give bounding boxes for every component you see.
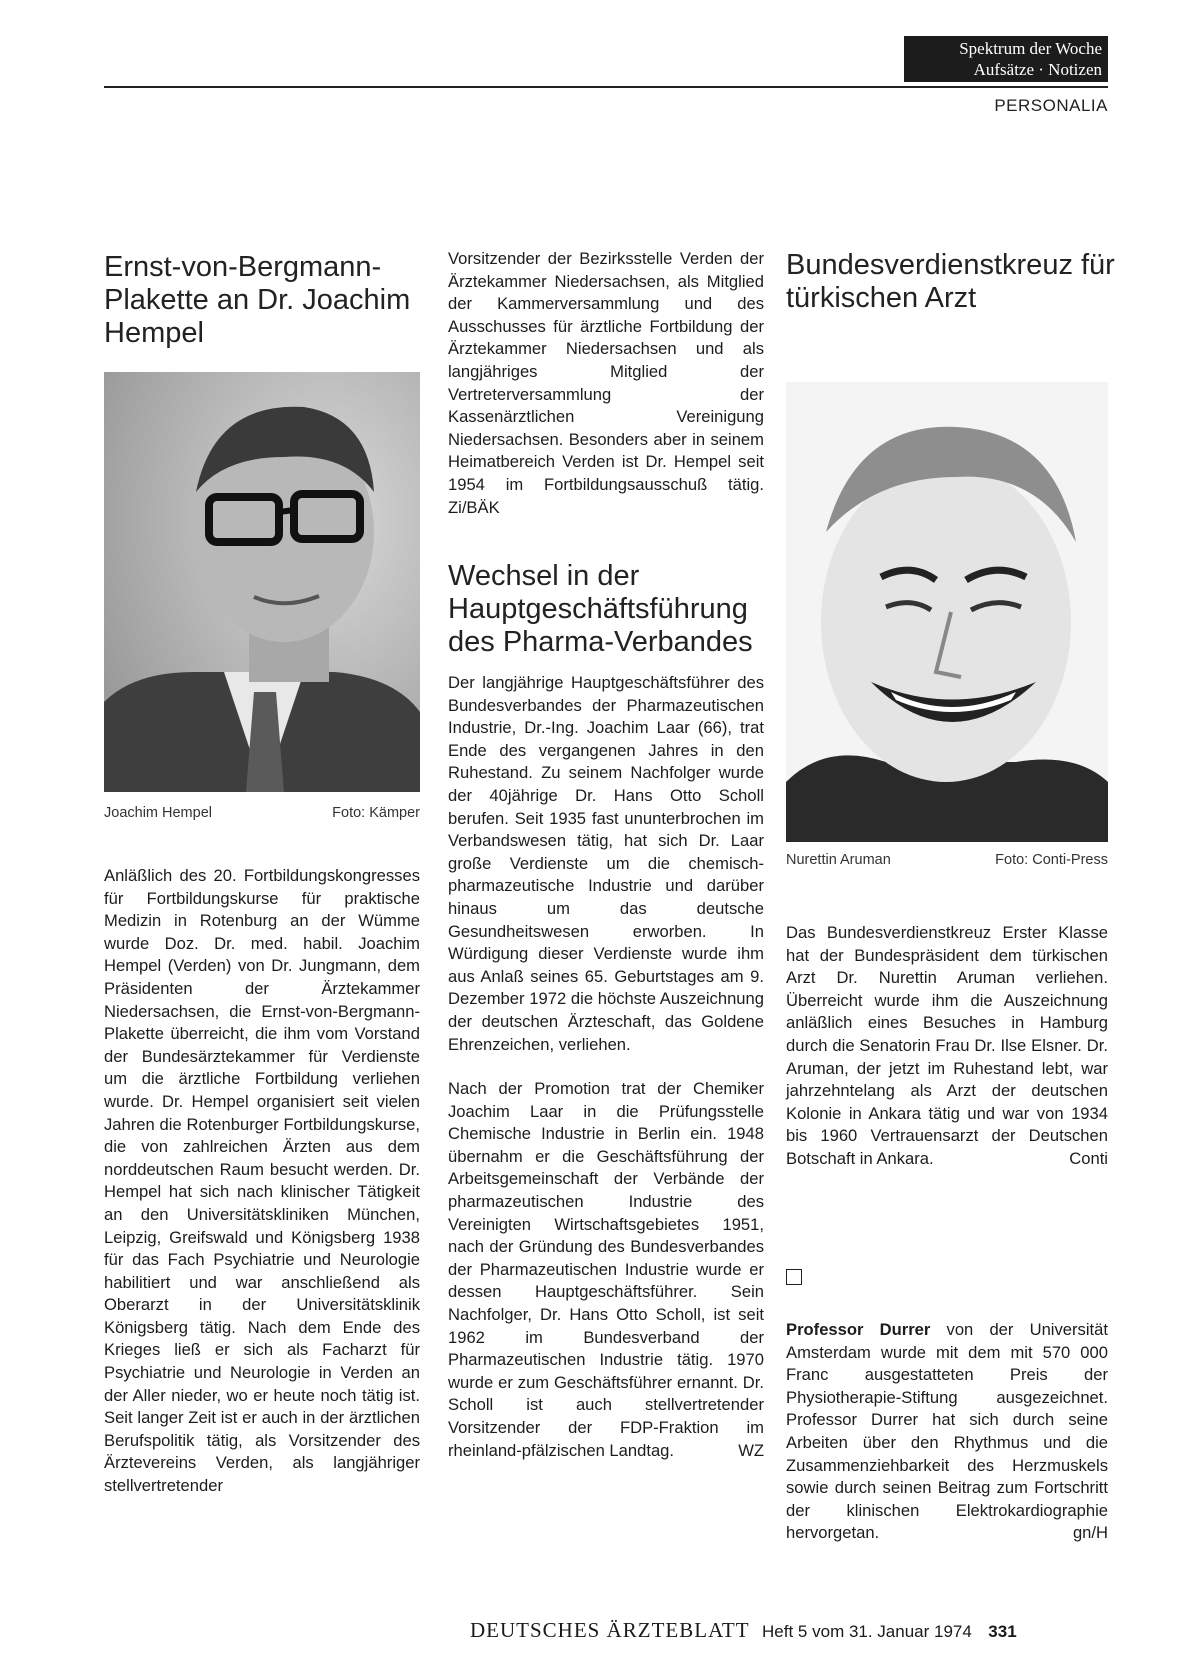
caption-name: Nurettin Aruman [786, 852, 891, 868]
hempel-caption [104, 805, 420, 821]
caption-credit: Foto: Conti-Press [995, 852, 1108, 868]
article4-lead-name: Professor Durrer [786, 1320, 931, 1339]
article3-title: Bundesverdienstkreuz für türkischen Arzt [786, 249, 1115, 314]
article1-body: Anläßlich des 20. Fortbildungskongresses für Fortbildungskurse für praktische Medizin in Rotenburg an der Wümme wurde Doz. Dr. med. habil. Joachim Hempel (Verden) von Dr. Jungmann, dem Präsidenten der Ärztekammer Niedersachsen, die Ernst-von-Bergmann-Plakette überreicht, die ihm vom Vorstand der Bundesärztekammer für Verdienste um die ärztliche Fortbildung verliehen wurde. Dr. Hempel organisiert seit vielen Jahren die Rotenburger Fortbildungskurse, die von zahlreichen Ärzten aus dem norddeutschen Raum besucht werden. Dr. Hempel hat sich nach klinischer Tätigkeit an den Universitätskliniken München, Leipzig, Greifswald und Königsberg 1938 für das Fach Psychiatrie und Neurologie habilitiert und war anschließend als Oberarzt in der Universitätsklinik Königsberg tätig. Nach dem Ende des Krieges ließ er sich als Facharzt für Psychiatrie und Neurologie in Verden an der Aller nieder, wo er heute noch tätig ist. Seit langer Zeit ist er auch in der ärztlichen Berufspolitik tätig, als Vorsitzender des Ärztevereins Verden, als langjähriger stellvertretender [104, 866, 420, 1496]
article4-text [786, 1319, 1108, 1545]
article2-title: Wechsel in der Hauptgeschäftsführung des Pharma-Verbandes [448, 560, 753, 658]
caption-name: Joachim Hempel [104, 805, 212, 821]
article1-title: Ernst-von-Bergmann-Plakette an Dr. Joachim Hempel [104, 251, 411, 349]
article2-para1: Der langjährige Hauptgeschäftsführer des Bundesverbandes der Pharmazeutischen Industrie, Dr.-Ing. Joachim Laar (66), trat Ende des vergangenen Jahres in den Ruhestand. Zu seinem Nachfolger wurde der 40jährige Dr. Hans Otto Scholl berufen. Seit 1935 fast ununterbrochen im Verbandswesen tätig, hat sich Dr. Laar große Verdienste um die chemisch-pharmazeutische Industrie und darüber hinaus um das deutsche Gesundheitswesen erworben. In Würdigung dieser Verdienste wurde ihm aus Anlaß seines 65. Geburtstages am 9. Dezember 1972 die höchste Auszeichnung der deutschen Ärzteschaft, das Goldene Ehrenzeichen, verliehen. [448, 673, 764, 1054]
section-label: PERSONALIA [994, 96, 1108, 115]
aruman-photo [786, 382, 1108, 842]
issue-info: Heft 5 vom 31. Januar 1974 [762, 1622, 972, 1641]
end-of-article-square-icon [786, 1269, 802, 1285]
badge-line-1: Spektrum der Woche [959, 39, 1102, 58]
badge-line-2: Aufsätze · Notizen [973, 60, 1102, 79]
section-badge [904, 36, 1108, 82]
article4-body-text: von der Universität Amsterdam wurde mit dem mit 570 000 Franc ausgestatteten Preis der Physiotherapie-Stiftung ausgezeichnet. Professor Durrer hat sich durch seine Arbeiten über den Rhythmus und die Zusammenziehbarkeit des Herzmuskels sowie durch seinen Beitrag zum Fortschritt der klinischen Elektrokardiographie hervorgetan. [786, 1320, 1108, 1543]
article3-body [786, 922, 1108, 1171]
header-rule [104, 86, 1108, 88]
page-number: 331 [988, 1622, 1017, 1641]
article4-body [786, 1319, 1108, 1545]
article1-continued [448, 248, 764, 519]
caption-credit: Foto: Kämper [332, 805, 420, 821]
aruman-caption [786, 852, 1108, 868]
article1-signature: Zi/BÄK [448, 497, 500, 517]
article3-text: Das Bundesverdienstkreuz Erster Klasse hat der Bundespräsident dem türkischen Arzt Dr. Nurettin Aruman verliehen. Überreicht wurde ihm die Auszeichnung anläßlich eines Besuches in Hamburg durch die Senatorin Frau Dr. Ilse Elsner. Dr. Aruman, der jetzt im Ruhestand lebt, war jahrzehntelang als Arzt der deutschen Kolonie in Ankara tätig und war von 1934 bis 1960 Vertrauensarzt der Deutschen Botschaft in Ankara. [786, 923, 1108, 1168]
article2-signature: WZ [738, 1440, 764, 1460]
article2-body [448, 672, 764, 1462]
hempel-photo [104, 372, 420, 792]
article2-para2: Nach der Promotion trat der Chemiker Joachim Laar in die Prüfungsstelle Chemische Industrie in Berlin ein. 1948 übernahm er die Geschäftsführung der Arbeitsgemeinschaft der Verbände der pharmazeutischen Industrie des Vereinigten Wirtschaftsgebietes 1951, nach der Gründung des Bundesverbandes der Pharmazeutischen Industrie wurde er dessen Hauptgeschäftsführer. Sein Nachfolger, Dr. Hans Otto Scholl, ist seit 1962 im Bundesverband der Pharmazeutischen Industrie tätig. 1970 wurde er zum Geschäftsführer ernannt. Dr. Scholl ist auch stellvertretender Vorsitzender der FDP-Fraktion im rheinland-pfälzischen Landtag. [448, 1079, 764, 1460]
article1-continued-text: Vorsitzender der Bezirksstelle Verden der Ärztekammer Niedersachsen, als Mitglied der Kammerversammlung und des Ausschusses für ärztliche Fortbildung der Ärztekammer Niedersachsen und als langjähriges Mitglied der Vertreterversammlung der Kassenärztlichen Vereinigung Niedersachsen. Besonders aber in seinem Heimatbereich Verden ist Dr. Hempel seit 1954 im Fortbildungsausschuß tätig. [448, 249, 764, 494]
page-footer [470, 1618, 1017, 1643]
article3-signature: Conti [1069, 1148, 1108, 1168]
article4-signature: gn/H [1072, 1523, 1108, 1543]
aruman-portrait-image [786, 382, 1108, 842]
hempel-portrait-image [104, 372, 420, 792]
journal-name: DEUTSCHES ÄRZTEBLATT [470, 1618, 750, 1642]
